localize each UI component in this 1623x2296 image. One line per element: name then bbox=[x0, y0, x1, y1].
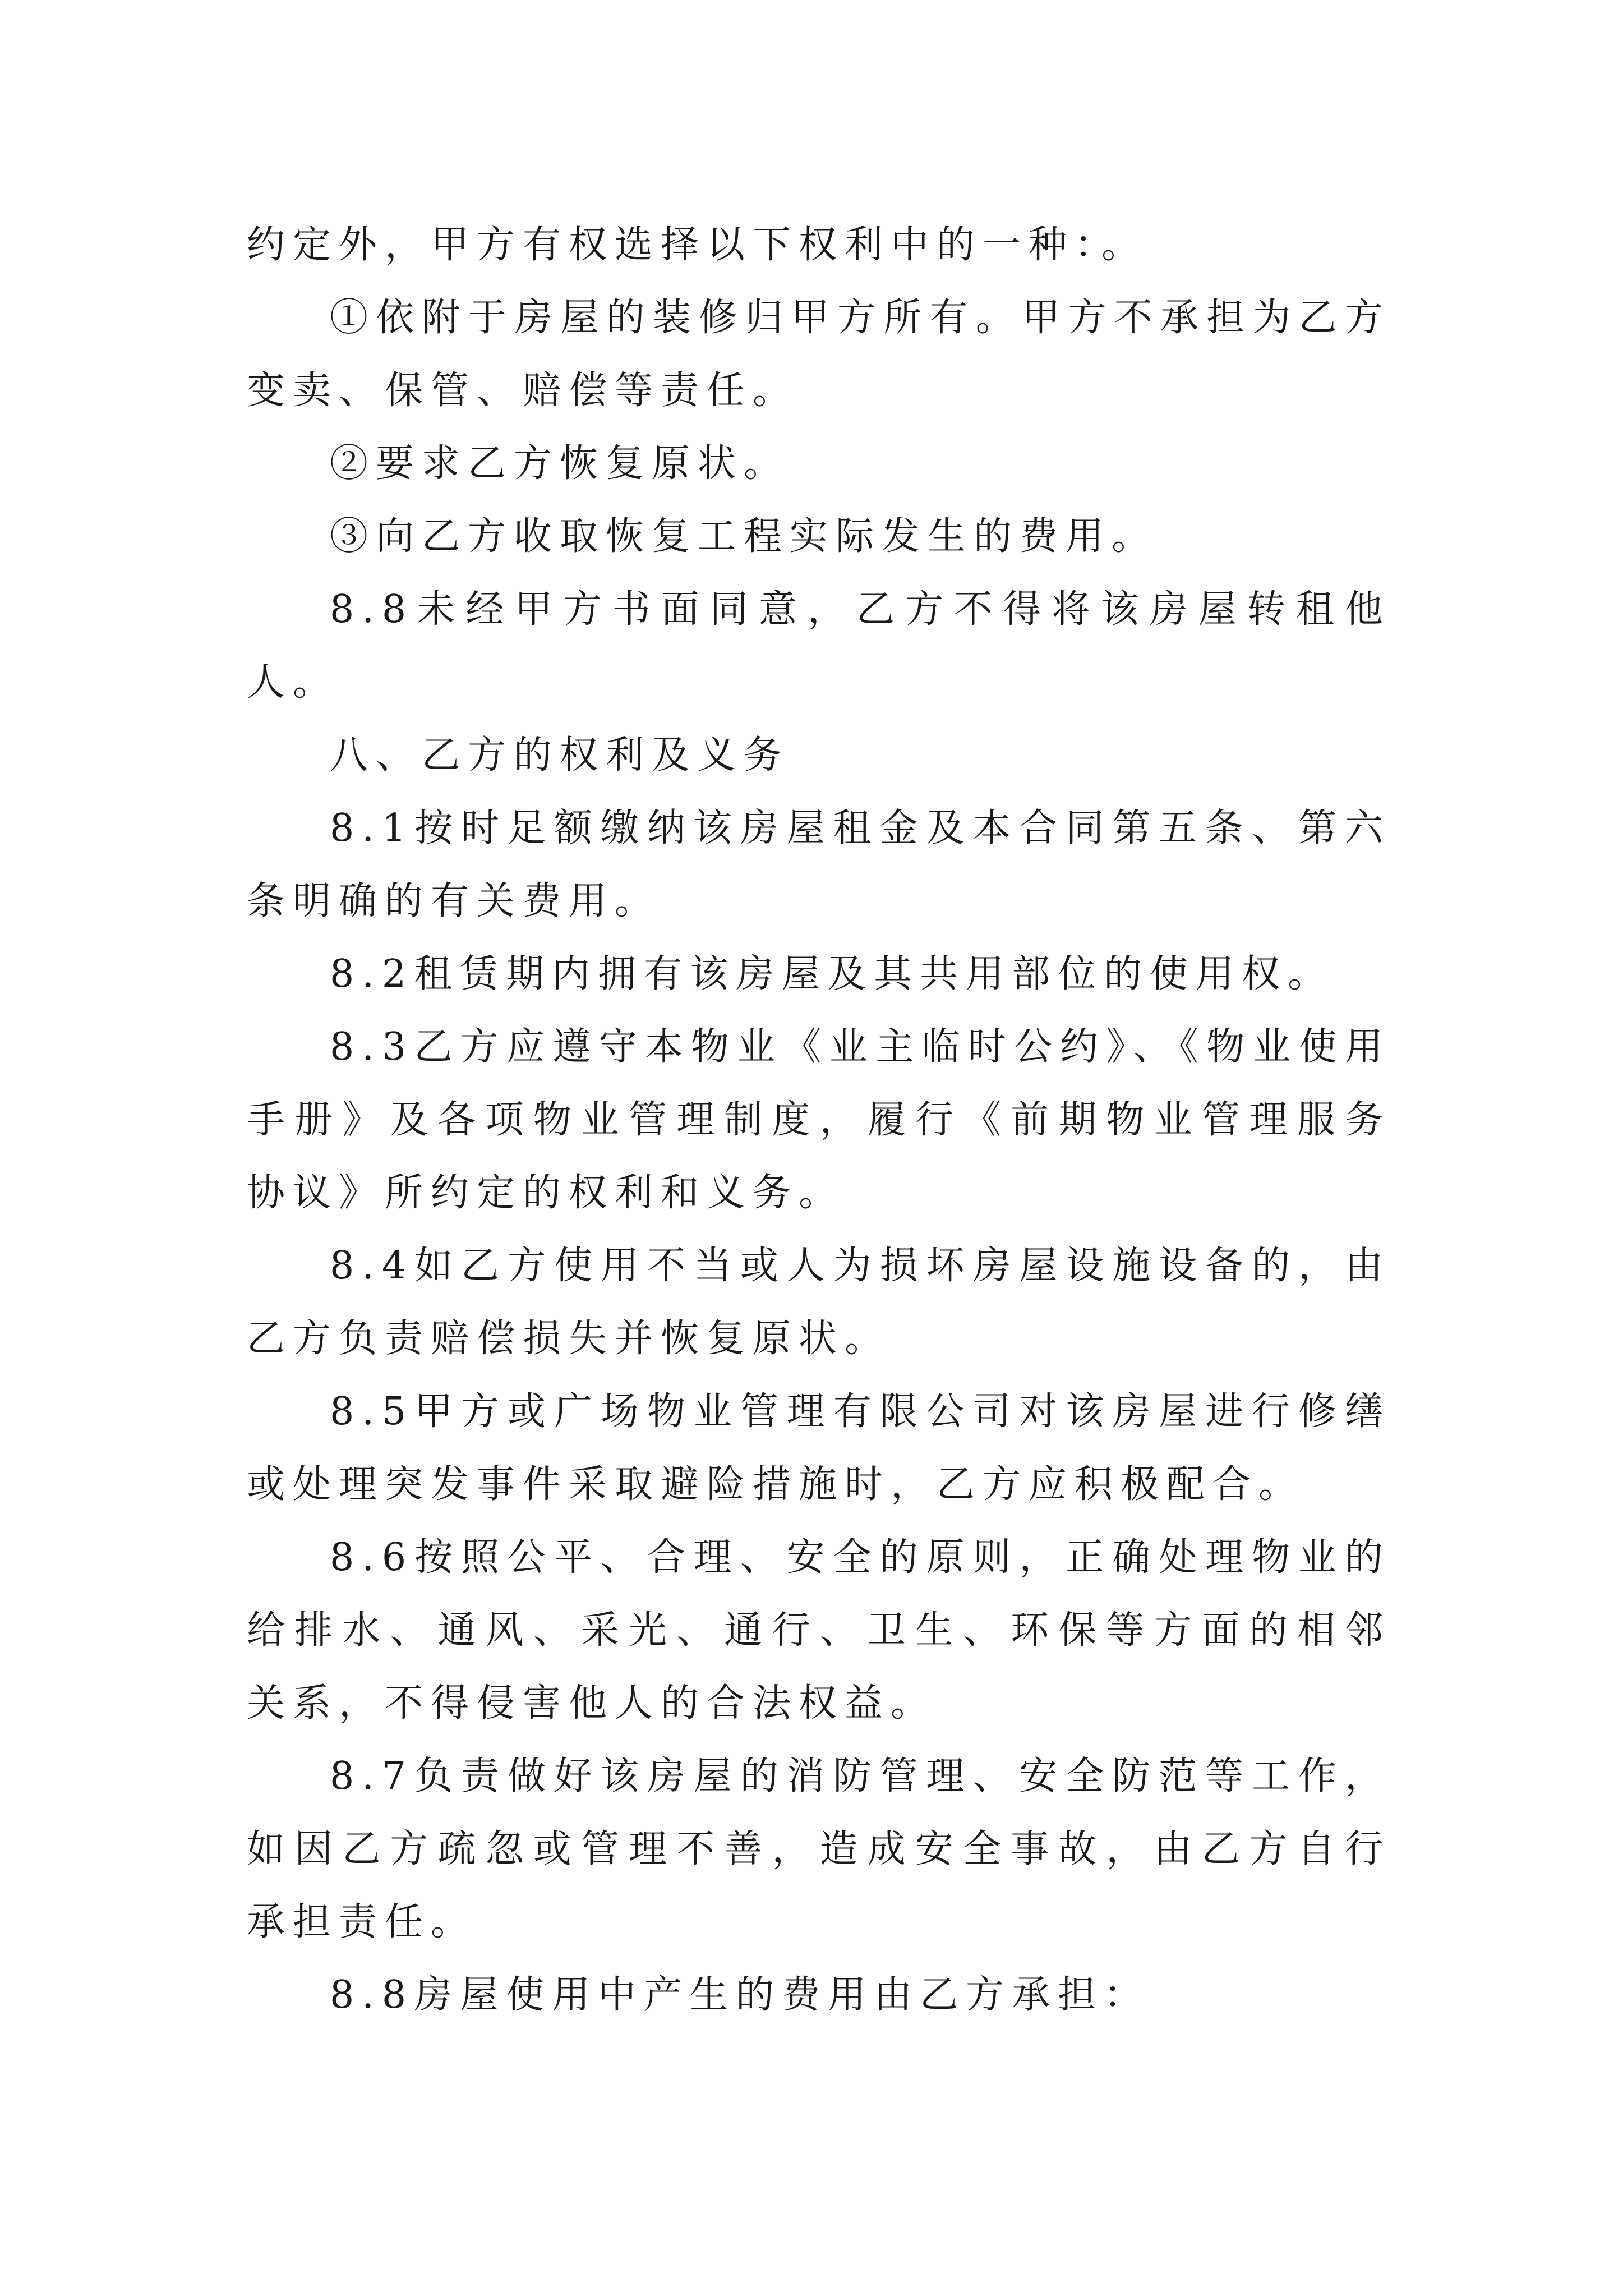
paragraph-option-2: ②要求乙方恢复原状。 bbox=[330, 441, 790, 486]
paragraph-clause-sublet: 8.8未经甲方书面同意，乙方不得将该房屋转租他人。 bbox=[247, 587, 1391, 705]
paragraph-clause-8-1: 8.1按时足额缴纳该房屋租金及本合同第五条、第六条明确的有关费用。 bbox=[247, 806, 1391, 923]
paragraph-clause-8-7: 8.7负责做好该房屋的消防管理、安全防范等工作，如因乙方疏忽或管理不善，造成安全事故，由乙方自行承担责任。 bbox=[247, 1754, 1391, 1944]
paragraph-clause-8-6: 8.6按照公平、合理、安全的原则，正确处理物业的给排水、通风、采光、通行、卫生、环保等方面的相邻关系，不得侵害他人的合法权益。 bbox=[247, 1535, 1391, 1726]
document-body bbox=[247, 209, 1391, 2032]
paragraph-clause-8-2: 8.2租赁期内拥有该房屋及其共用部位的使用权。 bbox=[330, 952, 1334, 996]
section-heading-tenant-rights: 八、乙方的权利及义务 bbox=[330, 733, 790, 777]
paragraph-clause-8-8: 8.8房屋使用中产生的费用由乙方承担： bbox=[330, 1973, 1150, 2017]
paragraph-rights-choice: 约定外，甲方有权选择以下权利中的一种：。 bbox=[247, 223, 1148, 267]
paragraph-option-1: ①依附于房屋的装修归甲方所有。甲方不承担为乙方变卖、保管、赔偿等责任。 bbox=[247, 296, 1391, 413]
paragraph-clause-8-5: 8.5甲方或广场物业管理有限公司对该房屋进行修缮或处理突发事件采取避险措施时，乙方应积极配合。 bbox=[247, 1389, 1391, 1507]
paragraph-clause-8-3: 8.3乙方应遵守本物业《业主临时公约》、《物业使用手册》及各项物业管理制度，履行《前期物业管理服务协议》所约定的权利和义务。 bbox=[247, 1025, 1391, 1215]
paragraph-option-3: ③向乙方收取恢复工程实际发生的费用。 bbox=[330, 514, 1158, 559]
paragraph-clause-8-4: 8.4如乙方使用不当或人为损坏房屋设施设备的，由乙方负责赔偿损失并恢复原状。 bbox=[247, 1244, 1391, 1361]
